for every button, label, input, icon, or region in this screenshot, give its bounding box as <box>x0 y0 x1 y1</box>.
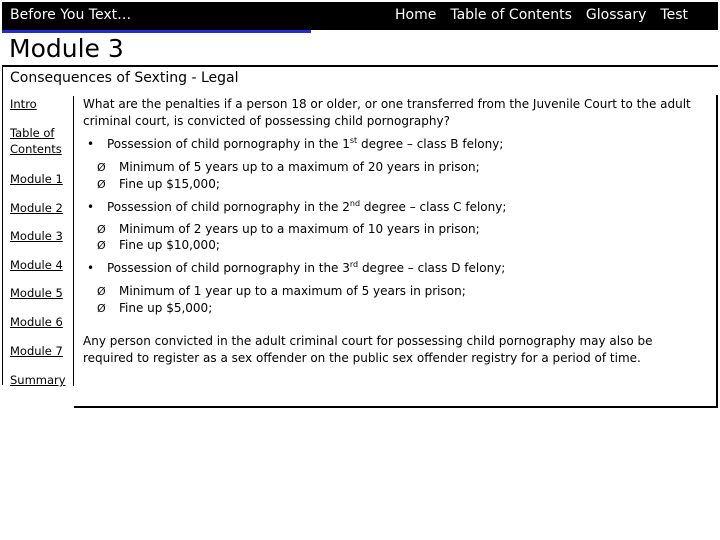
sidebar-item-module-2[interactable]: Module 2 <box>10 201 63 215</box>
top-nav <box>395 7 688 23</box>
sidebar-item-module-1[interactable]: Module 1 <box>10 172 63 186</box>
sidebar-item-module-4[interactable]: Module 4 <box>10 258 63 272</box>
title-divider <box>2 65 718 67</box>
nav-glossary[interactable]: Glossary <box>585 7 647 23</box>
page-title: Module 3 <box>9 34 124 63</box>
arrow-bullet-icon: Ø <box>97 239 106 252</box>
sidebar-item-module-7[interactable]: Module 7 <box>10 344 63 358</box>
arrow-bullet-icon: Ø <box>97 285 106 298</box>
sidebar-item-module-5[interactable]: Module 5 <box>10 286 63 300</box>
frame-left-border <box>2 67 3 385</box>
sidebar-item-module-6[interactable]: Module 6 <box>10 315 63 329</box>
content-bottom-border <box>74 406 718 408</box>
content-right-border <box>716 95 718 408</box>
nav-test[interactable]: Test <box>660 7 688 23</box>
top-bar <box>2 2 718 30</box>
nav-home[interactable]: Home <box>394 7 437 23</box>
sidebar-item-intro[interactable]: Intro <box>10 97 37 111</box>
sidebar-item-summary[interactable]: Summary <box>10 373 66 387</box>
bullet-icon: • <box>87 261 95 275</box>
sidebar-item-table-of-contents-line2[interactable]: Contents <box>10 142 62 156</box>
bullet-icon: • <box>87 137 95 151</box>
arrow-bullet-icon: Ø <box>97 178 106 191</box>
arrow-bullet-icon: Ø <box>97 161 106 174</box>
sidebar-divider <box>73 96 74 386</box>
page-subtitle: Consequences of Sexting - Legal <box>10 70 239 86</box>
nav-table-of-contents[interactable]: Table of Contents <box>450 7 572 23</box>
sex-offender-registry-note: Any person convicted in the adult criminal court for possessing child pornography may also be required to register as a sex offender on the public sex offender registry for a period of time. <box>83 334 653 365</box>
bullet-icon: • <box>87 200 95 214</box>
arrow-bullet-icon: Ø <box>97 302 106 315</box>
arrow-bullet-icon: Ø <box>97 223 106 236</box>
sidebar-item-module-3[interactable]: Module 3 <box>10 229 63 243</box>
title-underline <box>2 30 311 33</box>
question-text: What are the penalties if a person 18 or older, or one transferred from the Juvenile Court to the adult criminal court, is convicted of possessing child pornography? <box>83 97 691 128</box>
sidebar-item-table-of-contents-line1[interactable]: Table of <box>10 126 55 140</box>
app-title: Before You Text… <box>10 7 132 23</box>
